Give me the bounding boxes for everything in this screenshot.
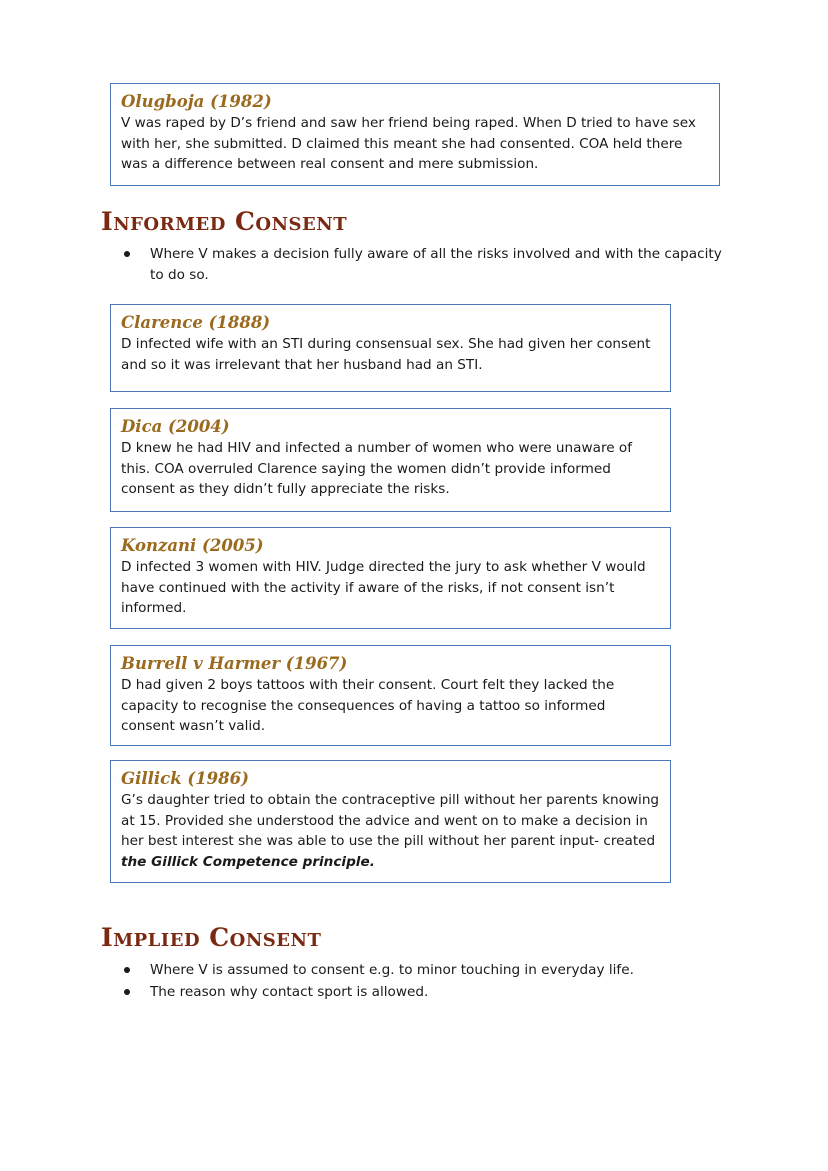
- case-title: Burrell v Harmer (1967): [121, 654, 348, 673]
- case-box-gillick: [110, 760, 671, 883]
- case-box-clarence: [110, 304, 671, 392]
- bullet-text: The reason why contact sport is allowed.: [150, 983, 429, 1000]
- section-heading-informed-consent: Informed Consent: [101, 207, 348, 236]
- section-heading-implied-consent: Implied Consent: [101, 923, 322, 952]
- case-box-konzani: [110, 527, 671, 629]
- informed-consent-bullets: [124, 244, 724, 286]
- case-body: [121, 790, 660, 872]
- case-title: Olugboja (1982): [121, 92, 272, 111]
- bullet-icon: [124, 989, 130, 995]
- list-item: [124, 244, 724, 285]
- case-title: Dica (2004): [121, 417, 230, 436]
- case-box-burrell-v-harmer: [110, 645, 671, 746]
- bullet-icon: [124, 251, 130, 257]
- case-body-text: G’s daughter tried to obtain the contraceptive pill without her parents knowing at 15. Provided she understood the advice and went on to make a decision in her best interest she was able to use the pill without her parent input- created: [121, 792, 660, 849]
- case-body: D infected 3 women with HIV. Judge directed the jury to ask whether V would have continued with the activity if aware of the risks, if not consent isn’t informed.: [121, 559, 646, 616]
- implied-consent-bullets: [124, 960, 724, 1003]
- case-body-emphasis: the Gillick Competence principle.: [121, 853, 375, 870]
- bullet-text: Where V makes a decision fully aware of all the risks involved and with the capacity to do so.: [150, 246, 722, 283]
- list-item: [124, 982, 724, 1003]
- case-title: Gillick (1986): [121, 769, 249, 788]
- case-body: V was raped by D’s friend and saw her friend being raped. When D tried to have sex with her, she submitted. D claimed this meant she had consented. COA held there was a difference between real consent and mere submission.: [121, 115, 696, 172]
- bullet-text: Where V is assumed to consent e.g. to minor touching in everyday life.: [150, 962, 634, 978]
- case-body: D infected wife with an STI during consensual sex. She had given her consent and so it was irrelevant that her husband had an STI.: [121, 336, 651, 373]
- case-title: Clarence (1888): [121, 313, 271, 332]
- case-box-dica: [110, 408, 671, 512]
- case-body: D had given 2 boys tattoos with their consent. Court felt they lacked the capacity to recognise the consequences of having a tattoo so informed consent wasn’t valid.: [121, 677, 615, 734]
- bullet-icon: [124, 967, 130, 973]
- list-item: [124, 960, 724, 981]
- case-box-olugboja: [110, 83, 720, 186]
- case-title: Konzani (2005): [121, 536, 264, 555]
- case-body: D knew he had HIV and infected a number of women who were unaware of this. COA overruled Clarence saying the women didn’t provide informed consent as they didn’t fully appreciate the risks.: [121, 440, 633, 497]
